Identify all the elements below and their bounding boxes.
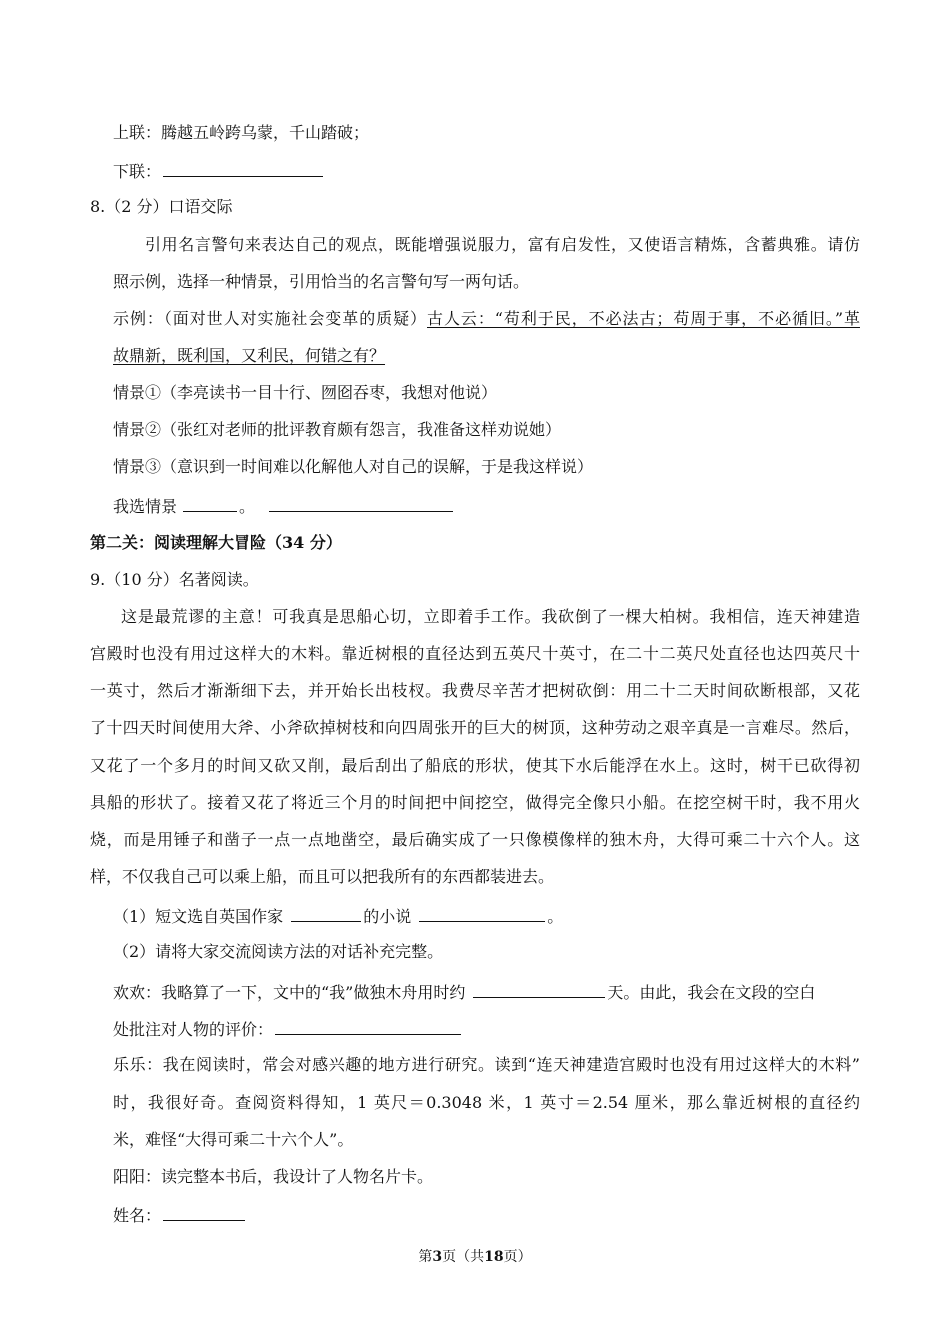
q9-huanhuan-line-2: 处批注对人物的评价： (113, 1017, 903, 1041)
q9-lele-line-2: 时，我很好奇。查阅资料得知，1 英尺＝0.3048 米，1 英寸＝2.54 厘米，那么靠近树根的直径约 (113, 1093, 860, 1112)
section2-title: 第二关：阅读理解大冒险（34 分） (90, 533, 342, 552)
total-page-count: 18 (484, 1249, 504, 1265)
q9-passage-line-1: 这是最荒谬的主意！可我真是思船心切，立即着手工作。我砍倒了一棵大柏树。我相信，连天神建造 (121, 607, 860, 626)
q9-passage-line-8: 样，不仅我自己可以乘上船，而且可以把我所有的东西都装进去。 (90, 867, 555, 886)
q9-passage-line-2: 宫殿时也没有用过这样大的木料。靠近树根的直径达到五英尺十英寸，在二十二英尺处直径也达四英尺十 (90, 644, 860, 663)
q9-days-blank[interactable] (473, 980, 605, 998)
page-footer: 第3页（共18页） (418, 1249, 532, 1265)
q9-passage-line-3: 一英寸，然后才渐渐细下去，并开始长出枝杈。我费尽辛苦才把树砍倒：用二十二天时间砍断根部，又花 (90, 681, 860, 700)
q9-passage-line-6: 具船的形状了。接着又花了将近三个月的时间把中间挖空，做得完全像只小船。在挖空树干时，我不用火 (90, 793, 860, 812)
q8-answer-blank[interactable] (269, 494, 453, 512)
q8-scene-choice-blank[interactable] (183, 494, 237, 512)
q9-sub2: （2）请将大家交流阅读方法的对话补充完整。 (113, 942, 444, 961)
q8-scene-1: 情景①（李亮读书一目十行、囫囵吞枣，我想对他说） (113, 383, 498, 402)
current-page-number: 3 (432, 1249, 443, 1265)
q7-lower-couplet: 下联： (113, 159, 903, 183)
q9-novel-blank[interactable] (419, 904, 545, 922)
q9-yangyang: 阳阳：读完整本书后，我设计了人物名片卡。 (113, 1167, 434, 1186)
q8-scene-2: 情景②（张红对老师的批评教育颇有怨言，我准备这样劝说她） (113, 420, 562, 439)
q9-lele-line-1: 乐乐：我在阅读时，常会对感兴趣的地方进行研究。读到“连天神建造宫殿时也没有用过这样大的木料” (113, 1055, 860, 1074)
q8-choose-line: 我选情景 。 (113, 494, 903, 518)
q8-example-line-1: 示例：（面对世人对实施社会变革的质疑）古人云：“苟利于民，不必法古；苟周于事，不必循旧。”革 (113, 309, 860, 328)
q8-example-line-2: 故鼎新，既利国，又利民，何错之有？ (113, 346, 386, 365)
q8-intro-line-2: 照示例，选择一种情景，引用恰当的名言警句写一两句话。 (113, 272, 530, 291)
q8-title: 8.（2 分）口语交际 (90, 197, 233, 216)
q9-name-blank[interactable] (163, 1203, 245, 1221)
q9-passage-line-7: 烧，而是用锤子和凿子一点一点地凿空，最后确实成了一只像模像样的独木舟，大得可乘二十六个人。这 (90, 830, 860, 849)
q7-upper-couplet: 上联：腾越五岭跨乌蒙，千山踏破； (113, 123, 370, 142)
q9-passage-line-5: 又花了一个多月的时间又砍又削，最后刮出了船底的形状，使其下水后能浮在水上。这时，树干已砍得初 (90, 756, 860, 775)
q8-scene-3: 情景③（意识到一时间难以化解他人对自己的误解，于是我这样说） (113, 457, 594, 476)
q9-title: 9.（10 分）名著阅读。 (90, 570, 259, 589)
q7-lower-blank[interactable] (163, 159, 323, 177)
q8-intro-line-1: 引用名言警句来表达自己的观点，既能增强说服力，富有启发性，又使语言精炼，含蓄典雅。请仿 (145, 235, 860, 254)
q9-passage-line-4: 了十四天时间使用大斧、小斧砍掉树枝和向四周张开的巨大的树顶，这种劳动之艰辛真是一言难尽。然后， (90, 718, 860, 737)
q9-name-line: 姓名： (113, 1203, 903, 1227)
q9-huanhuan-line-1: 欢欢：我略算了一下，文中的“我”做独木舟用时约 天。由此，我会在文段的空白 (113, 980, 903, 1004)
q9-comment-blank[interactable] (275, 1017, 461, 1035)
q9-lele-line-3: 米，难怪“大得可乘二十六个人”。 (113, 1130, 354, 1149)
q9-sub1: （1）短文选自英国作家 的小说 。 (113, 904, 903, 928)
q9-author-blank[interactable] (291, 904, 361, 922)
